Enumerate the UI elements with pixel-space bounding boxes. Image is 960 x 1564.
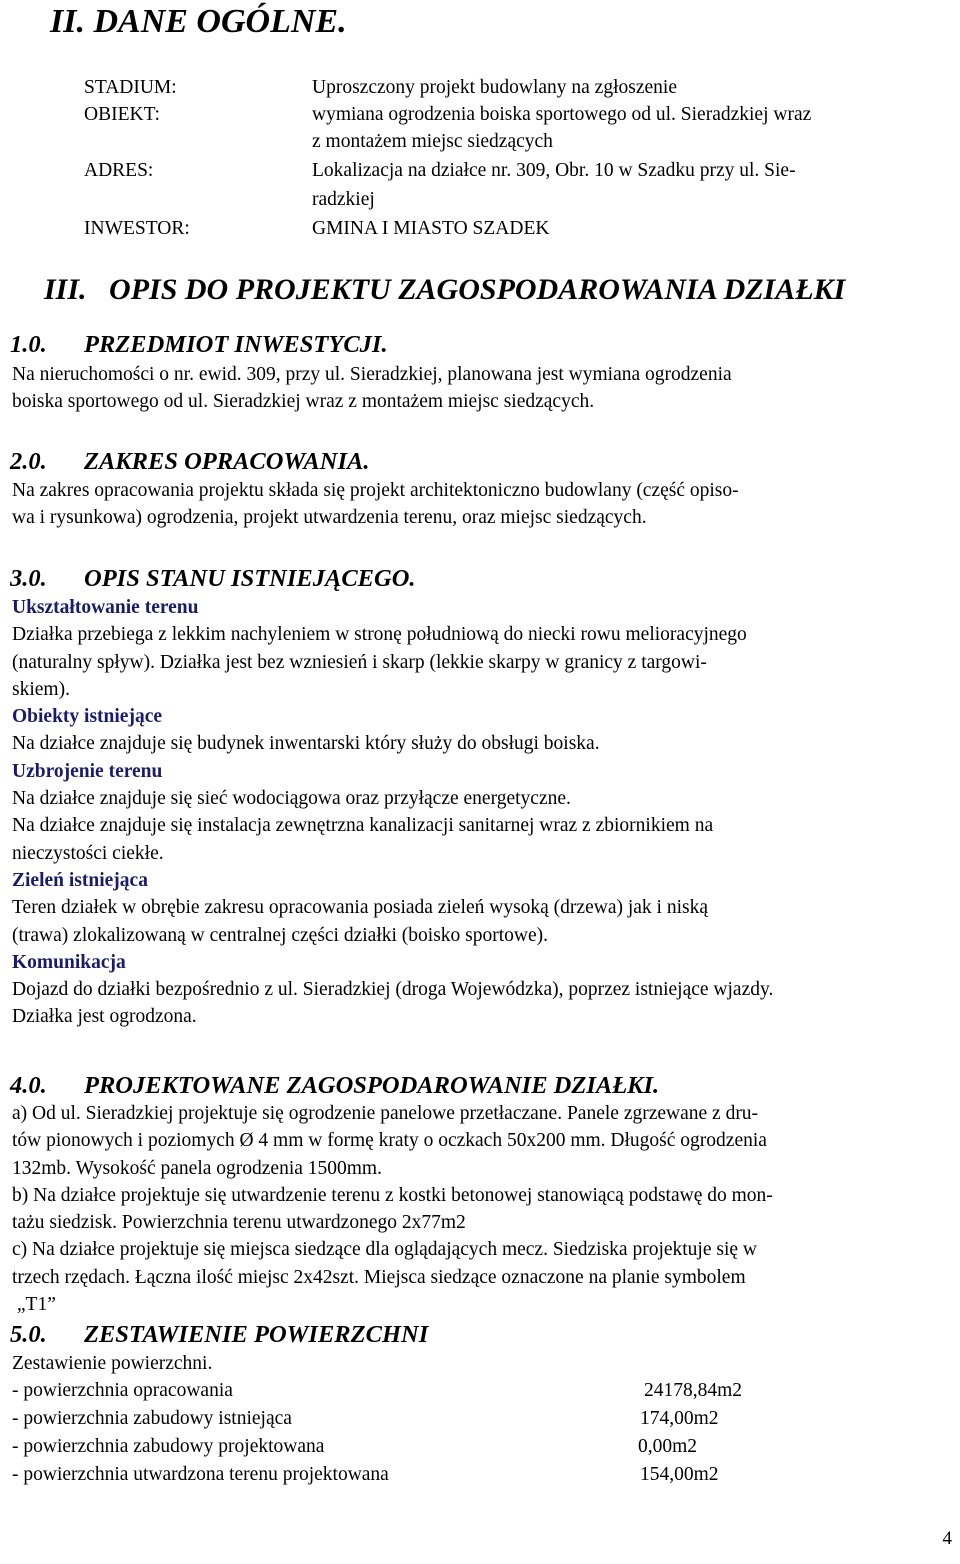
text-line: Dojazd do działki bezpośrednio z ul. Sieradzkiej (droga Wojewódzka), poprzez istniejące wjazdy. (12, 979, 774, 1001)
text-line: Działka jest ogrodzona. (12, 1006, 197, 1028)
heading-text: PROJEKTOWANE ZAGOSPODAROWANIE DZIAŁKI. (84, 1072, 660, 1099)
paragraph-3-0 (12, 594, 773, 1031)
row-value: 0,00m2 (638, 1436, 698, 1457)
table-row (12, 1433, 772, 1461)
row-label: - powierzchnia utwardzona terenu projektowana (12, 1464, 389, 1485)
field-value: radzkiej (312, 189, 375, 210)
text-line: Na działce znajduje się budynek inwentarski który służy do obsługi boiska. (12, 733, 600, 755)
paragraph-4-0 (12, 1100, 773, 1318)
table-row (12, 1405, 772, 1433)
section-iii-title (44, 270, 845, 310)
text-line: a) Od ul. Sieradzkiej projektuje się ogrodzenie panelowe przetłaczane. Panele zgrzewane z dru- (12, 1103, 759, 1124)
table-row (12, 1461, 772, 1489)
heading-number: 1.0. (10, 331, 47, 358)
paragraph-2-0 (12, 477, 739, 532)
field-label: INWESTOR: (84, 218, 190, 239)
field-value: wymiana ogrodzenia boiska sportowego od ul. Sieradzkiej wraz (312, 104, 812, 125)
row-value: 24178,84m2 (644, 1380, 743, 1401)
field-value: Lokalizacja na działce nr. 309, Obr. 10 w Szadku przy ul. Sie- (312, 160, 796, 181)
field-label: ADRES: (84, 160, 154, 181)
section-ii-title: II. DANE OGÓLNE. (50, 3, 347, 40)
heading-4-0 (10, 1071, 659, 1100)
text-line: (naturalny spływ). Działka jest bez wzniesień i skarp (lekkie skarpy w granicy z targowi- (12, 651, 707, 673)
text-line: Na działce znajduje się sieć wodociągowa oraz przyłącze energetyczne. (12, 788, 571, 810)
text-line: b) Na działce projektuje się utwardzenie terenu z kostki betonowej stanowiącą podstawę do mon- (12, 1184, 773, 1206)
heading-number: 2.0. (10, 448, 47, 475)
heading-2-0 (10, 447, 369, 476)
text-line: boiska sportowego od ul. Sieradzkiej wraz z montażem miejsc siedzących. (12, 391, 595, 413)
text-line: Na działce znajduje się instalacja zewnętrzna kanalizacji sanitarnej wraz z zbiornikiem na (12, 815, 714, 837)
row-label: - powierzchnia zabudowy projektowana (12, 1436, 325, 1457)
subheading-uksztaltowanie: Ukształtowanie terenu (12, 597, 199, 618)
field-label: OBIEKT: (84, 104, 160, 125)
heading-text: ZAKRES OPRACOWANIA. (84, 448, 370, 475)
heading-text: ZESTAWIENIE POWIERZCHNI (84, 1321, 429, 1348)
text-line: tażu siedzisk. Powierzchnia terenu utwardzonego 2x77m2 (12, 1212, 466, 1234)
row-label: - powierzchnia opracowania (12, 1380, 233, 1401)
text-line: Teren działek w obrębie zakresu opracowania posiada zieleń wysoką (drzewa) jak i niską (12, 897, 708, 919)
table-row (12, 1377, 772, 1405)
text-line: 132mb. Wysokość panela ogrodzenia 1500mm. (12, 1157, 382, 1179)
heading-text: PRZEDMIOT INWESTYCJI. (84, 331, 388, 358)
subheading-komunikacja: Komunikacja (12, 951, 126, 973)
heading-text: OPIS STANU ISTNIEJĄCEGO. (84, 565, 416, 592)
text-line: Działka przebiega z lekkim nachyleniem w stronę południową do niecki rowu melioracyjnego (12, 624, 747, 646)
heading-3-0 (10, 564, 416, 593)
text-line: „T1” (12, 1294, 56, 1316)
field-value: Uproszczony projekt budowlany na zgłoszenie (312, 77, 677, 98)
text-line: Na nieruchomości o nr. ewid. 309, przy ul. Sieradzkiej, planowana jest wymiana ogrodzenia (12, 364, 732, 385)
subheading-uzbrojenie: Uzbrojenie terenu (12, 760, 163, 782)
text-line: (trawa) zlokalizowaną w centralnej części działki (boisko sportowe). (12, 924, 549, 946)
subheading-obiekty: Obiekty istniejące (12, 706, 163, 728)
text-line: c) Na działce projektuje się miejsca siedzące dla oglądających mecz. Siedziska projektuje się w (12, 1239, 757, 1261)
text-line: wa i rysunkowa) ogrodzenia, projekt utwardzenia terenu, oraz miejsc siedzących. (12, 507, 647, 529)
heading-number: 3.0. (10, 565, 47, 592)
heading-number: 4.0. (10, 1072, 47, 1099)
text-line: trzech rzędach. Łączna ilość miejsc 2x42szt. Miejsca siedzące oznaczone na planie symbolem (12, 1266, 746, 1288)
row-label: - powierzchnia zabudowy istniejąca (12, 1408, 292, 1429)
field-label: STADIUM: (84, 77, 177, 98)
row-value: 174,00m2 (640, 1408, 719, 1429)
area-summary-intro: Zestawienie powierzchni. (12, 1353, 213, 1374)
page-number: 4 (942, 1528, 952, 1549)
field-value: GMINA I MIASTO SZADEK (312, 218, 550, 239)
heading-5-0 (10, 1320, 428, 1349)
field-value: z montażem miejsc siedzących (312, 131, 553, 152)
text-line: Na zakres opracowania projektu składa się projekt architektoniczno budowlany (część opiso- (12, 480, 739, 501)
text-line: skiem). (12, 678, 70, 700)
paragraph-1-0 (12, 361, 732, 416)
text-line: nieczystości ciekłe. (12, 842, 164, 864)
heading-1-0 (10, 330, 388, 359)
section-iii-number: III. (44, 273, 87, 306)
text-line: tów pionowych i poziomych Ø 4 mm w formę kraty o oczkach 50x200 mm. Długość ogrodzenia (12, 1130, 767, 1152)
row-value: 154,00m2 (640, 1464, 719, 1485)
subheading-zielen: Zieleń istniejąca (12, 869, 148, 891)
heading-number: 5.0. (10, 1321, 47, 1348)
section-iii-text: OPIS DO PROJEKTU ZAGOSPODAROWANIA DZIAŁKI (109, 273, 846, 306)
